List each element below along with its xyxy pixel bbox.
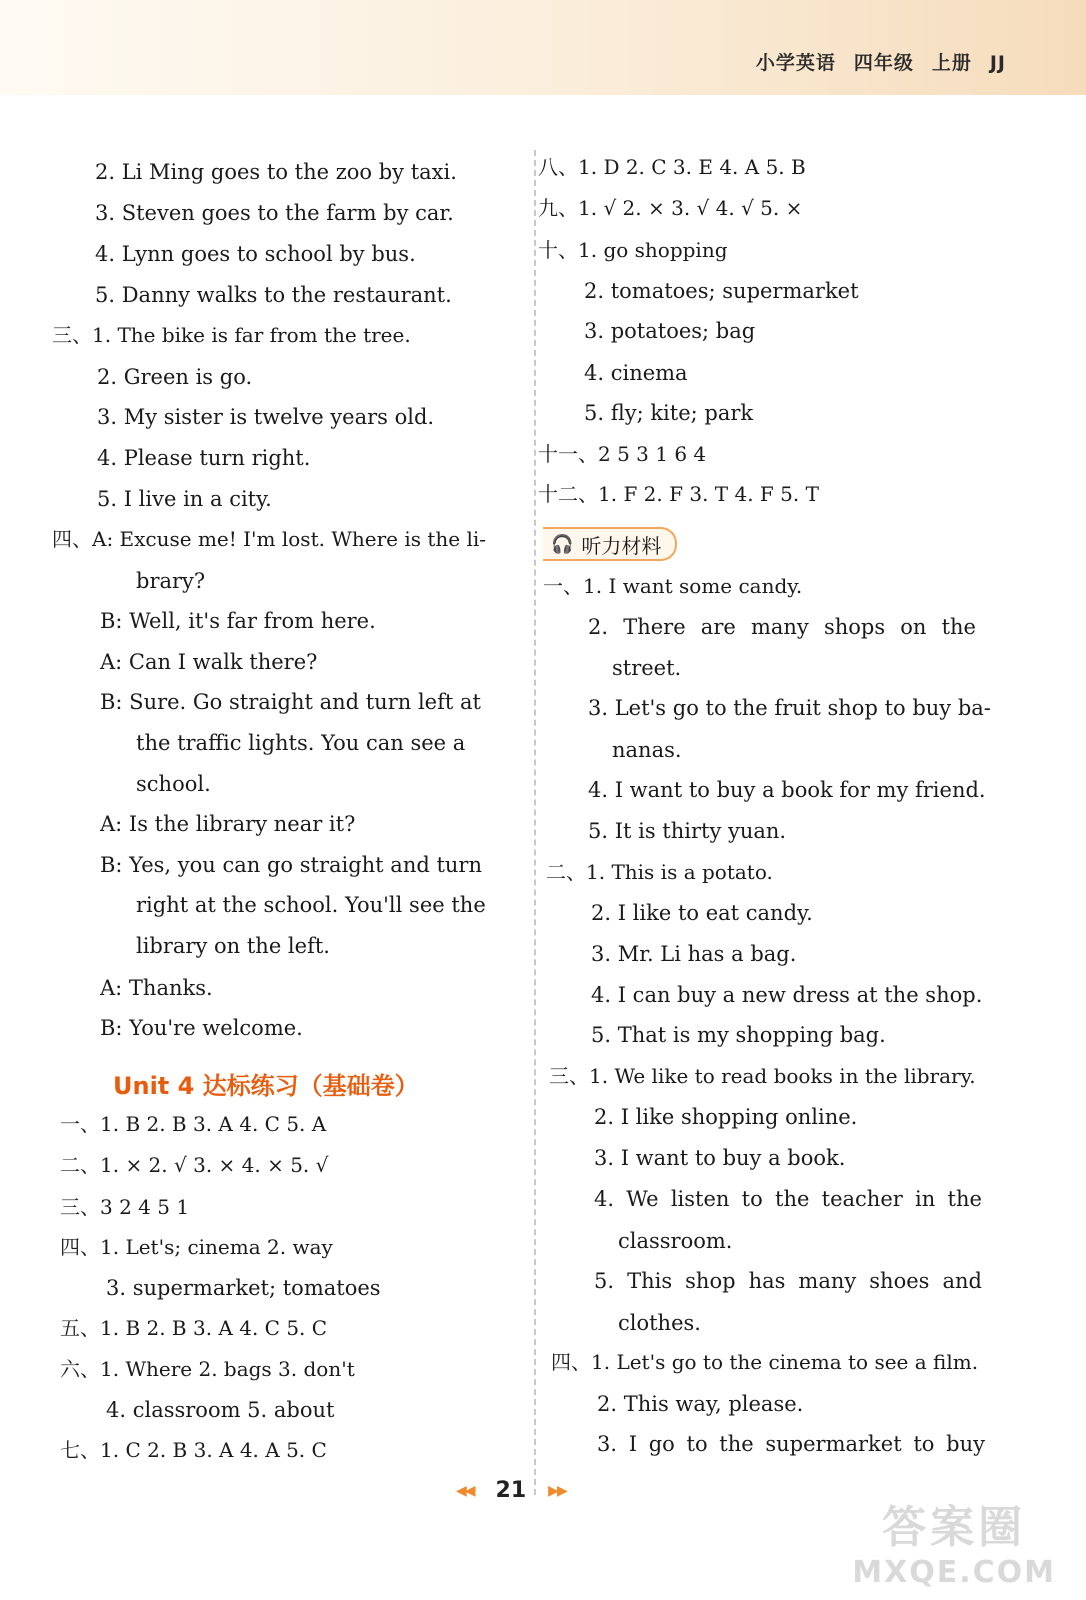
dialogue-line: B: Well, it's far from here. (100, 609, 376, 633)
script-line: 3. Mr. Li has a bag. (591, 942, 797, 966)
word: many (798, 1269, 857, 1293)
script-line: 3. I want to buy a book. (594, 1146, 846, 1170)
word: and (942, 1269, 982, 1293)
script-line: 5. It is thirty yuan. (588, 819, 787, 843)
answer-line: 十二、1. F 2. F 3. T 4. F 5. T (538, 482, 819, 506)
word: in (915, 1187, 936, 1211)
word: the (719, 1432, 754, 1456)
word: has (748, 1269, 786, 1293)
script-line: clothes. (618, 1311, 701, 1335)
answer-line: 五、1. B 2. B 3. A 4. C 5. C (60, 1316, 328, 1340)
script-line: 4. I want to buy a book for my friend. (588, 778, 986, 802)
script-line: 2. I like to eat candy. (591, 901, 813, 925)
answer-line: 三、3 2 4 5 1 (60, 1195, 190, 1219)
book-header (738, 48, 1006, 75)
word: many (750, 615, 809, 639)
answer-line: 七、1. C 2. B 3. A 4. A 5. C (60, 1438, 327, 1462)
answer-line: 四、1. Let's; cinema 2. way (60, 1235, 333, 1259)
word: I (628, 1432, 638, 1456)
word: 2. (588, 615, 609, 639)
script-line (588, 613, 976, 641)
word: to (913, 1432, 935, 1456)
script-line (597, 1430, 985, 1458)
answer-line: 十一、2 5 3 1 6 4 (538, 442, 707, 466)
watermark (852, 1491, 1056, 1590)
word: the (947, 1187, 982, 1211)
dialogue-line: library on the left. (136, 934, 330, 958)
script-line: 5. That is my shopping bag. (591, 1023, 886, 1047)
answer-line: 八、1. D 2. C 3. E 4. A 5. B (538, 155, 806, 179)
script-line: 4. I can buy a new dress at the shop. (591, 983, 983, 1007)
answer-line: 3. supermarket; tomatoes (106, 1276, 381, 1300)
answer-line: 二、1. × 2. √ 3. × 4. × 5. √ (60, 1153, 329, 1177)
word: listen (670, 1187, 730, 1211)
dialogue-line: school. (136, 772, 211, 796)
volume-label: 上册 (931, 52, 972, 74)
answer-line: 2. Li Ming goes to the zoo by taxi. (95, 160, 457, 184)
answer-line: 3. Steven goes to the farm by car. (95, 201, 454, 225)
script-line (594, 1185, 982, 1213)
next-arrow-icon: ▶▶ (548, 1482, 566, 1499)
answer-line: 六、1. Where 2. bags 3. don't (60, 1357, 355, 1381)
answer-line: 十、1. go shopping (538, 238, 728, 262)
prev-arrow-icon: ◀◀ (456, 1482, 474, 1499)
dialogue-line: B: You're welcome. (100, 1016, 303, 1040)
watermark-logo: 答案圈 (882, 1502, 1027, 1553)
answer-line: 5. fly; kite; park (584, 401, 754, 425)
script-line: 2. This way, please. (597, 1392, 804, 1416)
answer-line: 5. I live in a city. (97, 487, 272, 511)
page-footer (456, 1478, 566, 1503)
word: the (941, 615, 976, 639)
word: buy (946, 1432, 985, 1456)
dialogue-line: the traffic lights. You can see a (136, 731, 466, 755)
grade-label: 四年级 (853, 52, 914, 74)
dialogue-line: A: Can I walk there? (100, 650, 318, 674)
answer-line: 2. Green is go. (97, 365, 253, 389)
script-line: 二、1. This is a potato. (546, 860, 773, 884)
answer-line: 4. Lynn goes to school by bus. (95, 242, 416, 266)
answer-line: 3. My sister is twelve years old. (97, 405, 435, 429)
word: 5. (594, 1269, 615, 1293)
dialogue-line: B: Sure. Go straight and turn left at (100, 690, 481, 714)
word: on (900, 615, 927, 639)
dialogue-line: 四、A: Excuse me! I'm lost. Where is the li- (52, 527, 487, 551)
listening-material-tag (543, 527, 677, 561)
script-line: nanas. (612, 738, 682, 762)
word: shops (823, 615, 886, 639)
watermark-url: MXQE.COM (852, 1555, 1056, 1590)
script-line (594, 1267, 982, 1295)
dialogue-line: A: Is the library near it? (100, 812, 356, 836)
script-line: 2. I like shopping online. (594, 1105, 858, 1129)
answer-line: 4. cinema (584, 361, 688, 385)
word: supermarket (765, 1432, 902, 1456)
word: 3. (597, 1432, 618, 1456)
word: shop (685, 1269, 736, 1293)
dialogue-line: right at the school. You'll see the (136, 893, 486, 917)
page-number: 21 (495, 1478, 527, 1503)
word: go (648, 1432, 675, 1456)
script-line: 一、1. I want some candy. (543, 574, 803, 598)
listening-label: 听力材料 (581, 533, 662, 558)
column-divider (534, 150, 536, 1495)
word: to (741, 1187, 763, 1211)
subject-label: 小学英语 (755, 52, 836, 74)
script-line: 三、1. We like to read books in the library. (549, 1064, 976, 1088)
dialogue-line: brary? (136, 569, 206, 593)
answer-line: 2. tomatoes; supermarket (584, 279, 859, 303)
dialogue-line: B: Yes, you can go straight and turn (100, 853, 482, 877)
answer-line: 4. Please turn right. (97, 446, 311, 470)
answer-line: 4. classroom 5. about (106, 1398, 335, 1422)
word: to (686, 1432, 708, 1456)
word: shoes (869, 1269, 930, 1293)
dialogue-line: A: Thanks. (100, 976, 213, 1000)
edition-label: JJ (989, 52, 1006, 74)
word: the (775, 1187, 810, 1211)
word: 4. (594, 1187, 615, 1211)
script-line: classroom. (618, 1229, 733, 1253)
script-line: street. (612, 656, 682, 680)
section-line: 三、1. The bike is far from the tree. (52, 323, 411, 347)
script-line: 四、1. Let's go to the cinema to see a film. (551, 1350, 979, 1374)
word: are (700, 615, 736, 639)
answer-line: 九、1. √ 2. × 3. √ 4. √ 5. × (538, 196, 803, 220)
headphone-icon: 🎧 (551, 533, 574, 555)
word: There (623, 615, 686, 639)
answer-line: 5. Danny walks to the restaurant. (95, 283, 452, 307)
word: We (626, 1187, 659, 1211)
answer-line: 一、1. B 2. B 3. A 4. C 5. A (60, 1112, 327, 1136)
word: This (627, 1269, 673, 1293)
answer-line: 3. potatoes; bag (584, 319, 756, 343)
unit-title: Unit 4 达标练习（基础卷） (113, 1072, 419, 1100)
script-line: 3. Let's go to the fruit shop to buy ba- (588, 696, 991, 720)
word: teacher (821, 1187, 903, 1211)
